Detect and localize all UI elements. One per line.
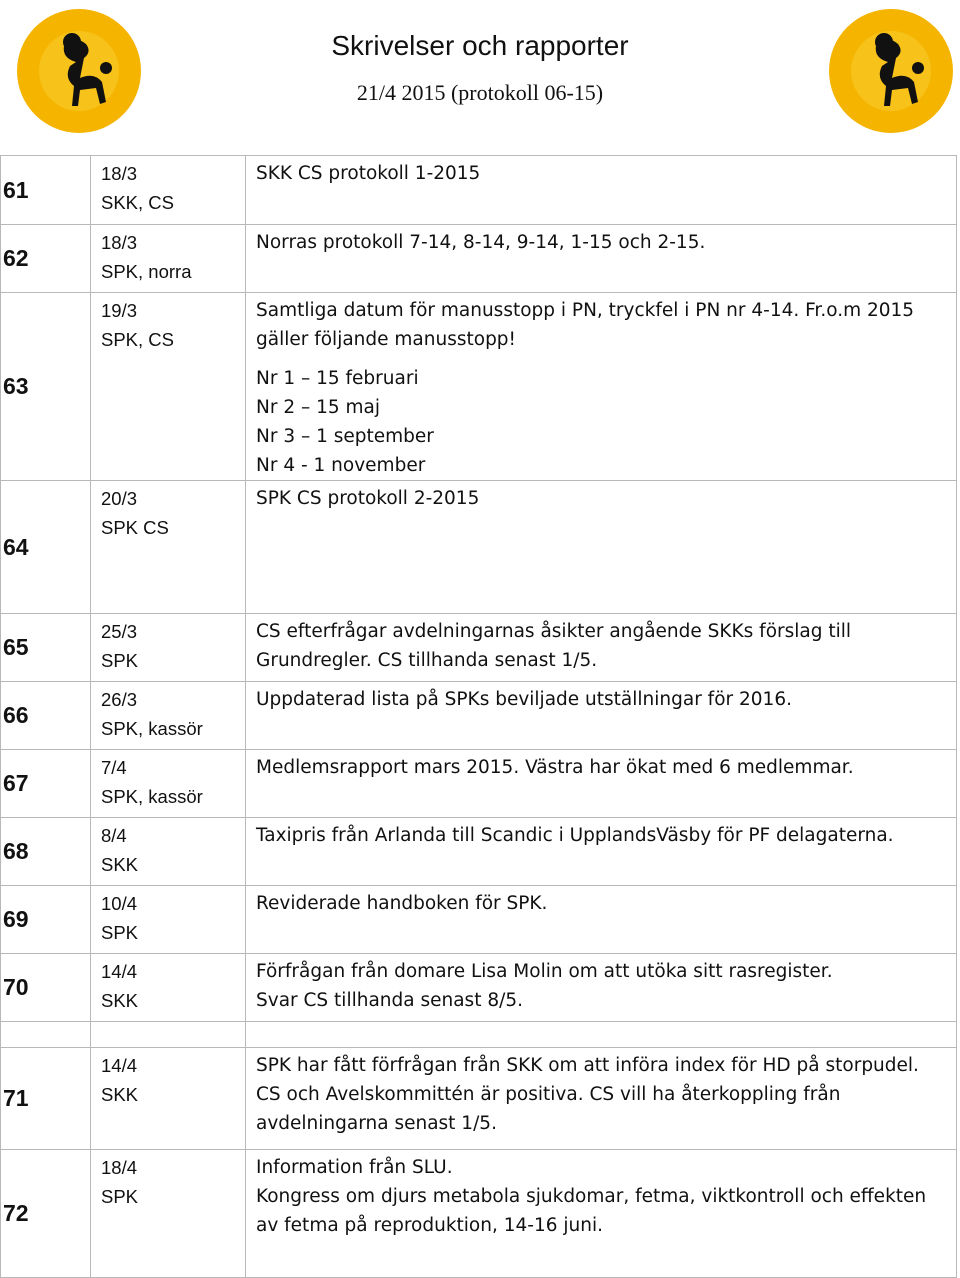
row-date: 10/4: [101, 893, 138, 914]
row-sender: SPK: [101, 922, 139, 943]
row-date: 14/4: [101, 1055, 138, 1076]
row-text: CS efterfrågar avdelningarnas åsikter angående SKKs förslag till Grundregler. CS tillhanda senast 1/5.: [256, 621, 852, 671]
row-date: 19/3: [101, 300, 138, 321]
row-date: 8/4: [101, 825, 127, 846]
row-sender: SPK: [101, 650, 139, 671]
table-row: [1, 1048, 957, 1150]
table-row: [1, 225, 957, 293]
row-sender: SPK CS: [101, 517, 169, 538]
table-row: [1, 886, 957, 954]
row-date: 18/3: [101, 232, 138, 253]
club-logo-right: [826, 6, 956, 136]
row-date: 18/3: [101, 163, 138, 184]
row-text: Taxipris från Arlanda till Scandic i UpplandsVäsby för PF delagaterna.: [256, 825, 894, 846]
row-date: 26/3: [101, 689, 138, 710]
table-row: [1, 954, 957, 1022]
row-number: 69: [1, 886, 91, 954]
table-row: [1, 750, 957, 818]
manus-deadline-item: Nr 4 - 1 november: [256, 455, 426, 476]
row-number: 70: [1, 954, 91, 1022]
row-text: Förfrågan från domare Lisa Molin om att utöka sitt rasregister. Svar CS tillhanda senast 8/5.: [256, 961, 833, 1011]
row-text: Medlemsrapport mars 2015. Västra har ökat med 6 medlemmar.: [256, 757, 854, 778]
page-title: Skrivelser och rapporter: [331, 30, 629, 61]
row-number: 64: [1, 481, 91, 614]
table-row: [1, 682, 957, 750]
row-text: Samtliga datum för manusstopp i PN, tryckfel i PN nr 4-14. Fr.o.m 2015 gäller följande manusstopp!: [256, 300, 915, 350]
table-row: [1, 156, 957, 225]
manus-deadline-item: Nr 2 – 15 maj: [256, 397, 381, 418]
row-number: 72: [1, 1150, 91, 1278]
row-sender: SPK, kassör: [101, 786, 203, 807]
row-text: Reviderade handboken för SPK.: [256, 893, 548, 914]
row-sender: SPK, norra: [101, 261, 192, 282]
row-text: SPK har fått förfrågan från SKK om att införa index för HD på storpudel. CS och Avelskommittén är positiva. CS vill ha återkoppling från avdelningarna senast 1/5.: [256, 1055, 919, 1134]
row-sender: SKK: [101, 990, 139, 1011]
row-number: 71: [1, 1048, 91, 1150]
reports-table: [0, 155, 957, 1278]
row-sender: SPK, CS: [101, 329, 174, 350]
manus-deadline-item: Nr 3 – 1 september: [256, 426, 434, 447]
row-number: 62: [1, 225, 91, 293]
row-date: 20/3: [101, 488, 138, 509]
row-sender: SKK, CS: [101, 192, 174, 213]
row-date: 18/4: [101, 1157, 138, 1178]
club-logo-left: [14, 6, 144, 136]
table-row: [1, 614, 957, 682]
table-gap: [1, 1022, 957, 1048]
row-text: Norras protokoll 7-14, 8-14, 9-14, 1-15 och 2-15.: [256, 232, 706, 253]
page-subtitle: 21/4 2015 (protokoll 06-15): [356, 80, 604, 105]
row-number: 66: [1, 682, 91, 750]
table-row: [1, 293, 957, 481]
row-number: 68: [1, 818, 91, 886]
row-number: 65: [1, 614, 91, 682]
table-row: [1, 818, 957, 886]
table-row: [1, 481, 957, 614]
row-date: 25/3: [101, 621, 138, 642]
row-number: 67: [1, 750, 91, 818]
row-text: Information från SLU. Kongress om djurs metabola sjukdomar, fetma, viktkontroll och effekten av fetma på reproduktion, 14-16 juni.: [256, 1157, 927, 1236]
row-number: 63: [1, 293, 91, 481]
row-date: 14/4: [101, 961, 138, 982]
manus-deadline-item: Nr 1 – 15 februari: [256, 368, 419, 389]
row-text: SKK CS protokoll 1-2015: [256, 163, 481, 184]
row-sender: SPK, kassör: [101, 718, 203, 739]
table-row: [1, 1150, 957, 1278]
row-text: SPK CS protokoll 2-2015: [256, 488, 480, 509]
row-number: 61: [1, 156, 91, 225]
row-sender: SPK: [101, 1186, 139, 1207]
row-sender: SKK: [101, 1084, 139, 1105]
row-date: 7/4: [101, 757, 127, 778]
row-text: Uppdaterad lista på SPKs beviljade utställningar för 2016.: [256, 689, 792, 710]
row-sender: SKK: [101, 854, 139, 875]
